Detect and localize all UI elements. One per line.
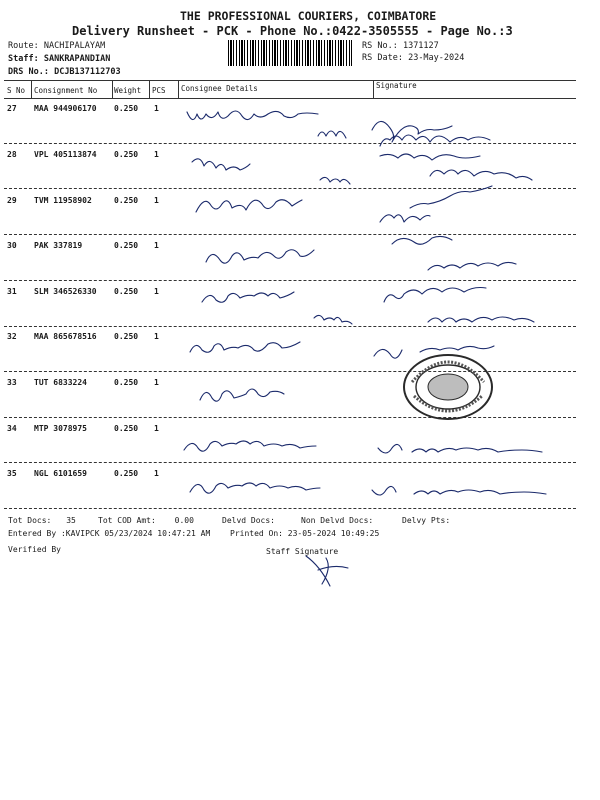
cell-weight: 0.250 xyxy=(114,196,139,205)
cell-pcs: 1 xyxy=(154,150,159,159)
cell-sno: 30 xyxy=(7,241,17,250)
rs-no-label: RS No.: xyxy=(362,41,398,51)
tot-docs-label: Tot Docs: xyxy=(8,516,52,525)
cell-sno: 31 xyxy=(7,287,17,296)
col-weight: Weight xyxy=(114,86,142,95)
cell-pcs: 1 xyxy=(154,378,159,387)
col-sno: S No xyxy=(7,86,26,95)
company-name: THE PROFESSIONAL COURIERS, COIMBATORE xyxy=(180,9,437,23)
cell-sno: 32 xyxy=(7,332,17,341)
cell-sno: 35 xyxy=(7,469,17,478)
cell-consignment: TVM 11958902 xyxy=(34,196,92,205)
rs-date-label: RS Date: xyxy=(362,53,403,63)
staff-signature xyxy=(296,550,376,590)
cell-pcs: 1 xyxy=(154,287,159,296)
staff-label: Staff: xyxy=(8,54,39,64)
entered-by: Entered By :KAVIPCK 05/23/2024 10:47:21 AM xyxy=(8,529,211,538)
tot-cod-value: 0.00 xyxy=(174,516,194,525)
non-delvd-docs-label: Non Delvd Docs: xyxy=(301,516,374,525)
delvd-docs-label: Delvd Docs: xyxy=(222,516,275,525)
cell-sno: 34 xyxy=(7,424,17,433)
cell-sno: 33 xyxy=(7,378,17,387)
cell-weight: 0.250 xyxy=(114,150,139,159)
drs-label: DRS No.: xyxy=(8,67,49,77)
cell-pcs: 1 xyxy=(154,104,159,113)
cell-consignment: MTP 3078975 xyxy=(34,424,87,433)
staff-signature-label: Staff Signature xyxy=(266,547,339,556)
tot-docs-value: 35 xyxy=(66,516,76,525)
cell-consignment: TUT 6833224 xyxy=(34,378,87,387)
cell-consignment: NGL 6101659 xyxy=(34,469,87,478)
col-pcs: PCS xyxy=(152,86,166,95)
totals-line xyxy=(8,516,76,525)
route-label: Route: xyxy=(8,41,39,51)
cell-consignment: SLM 346526330 xyxy=(34,287,97,296)
cell-pcs: 1 xyxy=(154,241,159,250)
tot-cod-label: Tot COD Amt: xyxy=(98,516,156,525)
courier-stamp xyxy=(400,352,496,422)
verified-by: Verified By xyxy=(8,545,61,554)
drs-value: DCJB137112703 xyxy=(54,67,121,77)
cell-weight: 0.250 xyxy=(114,241,139,250)
cell-pcs: 1 xyxy=(154,469,159,478)
rs-no-value: 1371127 xyxy=(402,41,439,51)
cell-weight: 0.250 xyxy=(114,469,139,478)
printed-on: Printed On: 23-05-2024 10:49:25 xyxy=(230,529,380,538)
cell-weight: 0.250 xyxy=(114,424,139,433)
col-signature: Signature xyxy=(376,81,417,90)
cell-weight: 0.250 xyxy=(114,378,139,387)
cell-sno: 27 xyxy=(7,104,17,113)
cell-pcs: 1 xyxy=(154,424,159,433)
cell-weight: 0.250 xyxy=(114,287,139,296)
cell-pcs: 1 xyxy=(154,196,159,205)
route-value: NACHIPALAYAM xyxy=(43,41,106,51)
staff-value: SANKRAPANDIAN xyxy=(43,54,111,64)
cell-consignment: MAA 865678516 xyxy=(34,332,97,341)
cell-consignment: PAK 337819 xyxy=(34,241,83,250)
runsheet-title: Delivery Runsheet - PCK - Phone No.:0422-3505555 - Page No.:3 xyxy=(72,24,513,38)
cell-sno: 29 xyxy=(7,196,17,205)
cell-consignment: MAA 944906170 xyxy=(34,104,97,113)
cell-weight: 0.250 xyxy=(114,332,139,341)
cell-consignment: VPL 405113874 xyxy=(34,150,97,159)
cell-weight: 0.250 xyxy=(114,104,139,113)
rs-date-value: 23-May-2024 xyxy=(408,53,465,63)
tot-cod xyxy=(98,516,194,525)
delvy-pts-label: Delvy Pts: xyxy=(402,516,451,525)
col-consignment: Consignment No xyxy=(34,86,98,95)
cell-sno: 28 xyxy=(7,150,17,159)
cell-pcs: 1 xyxy=(154,332,159,341)
col-details: Consignee Details xyxy=(181,84,258,93)
